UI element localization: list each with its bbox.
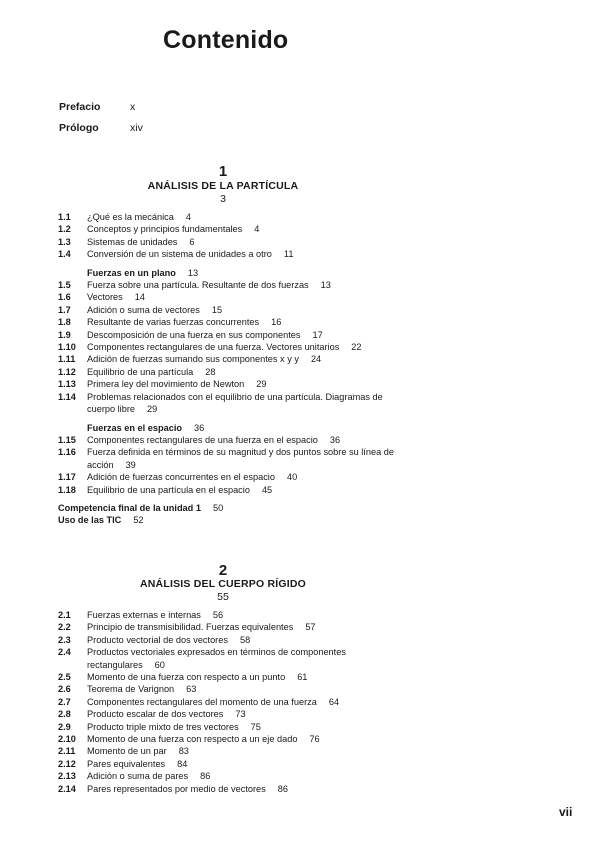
unit-2-toc [58, 609, 398, 795]
front-matter-page: x [130, 101, 136, 113]
toc-entry-number: 2.10 [58, 734, 76, 745]
toc-entry-page: 29 [147, 404, 158, 415]
toc-entry-number: 1.14 [58, 391, 76, 402]
competencia-page: 50 [212, 502, 224, 513]
toc-entry[interactable] [58, 721, 398, 733]
toc-entry-number: 1.3 [58, 236, 71, 247]
toc-entry-page: 11 [283, 249, 294, 260]
toc-entry-number: 1.16 [58, 447, 76, 458]
toc-entry-title: Adición de fuerzas concurrentes en el espacio [87, 472, 275, 483]
front-matter-label: Prefacio [59, 101, 101, 113]
toc-entry-title: Adición o suma de vectores [87, 304, 200, 315]
toc-entry-page: 75 [250, 721, 261, 732]
toc-entry-title: Equilibrio de una partícula en el espacio [87, 484, 250, 495]
toc-entry[interactable] [58, 708, 398, 720]
toc-entry-page: 14 [134, 292, 145, 303]
toc-entry-page: 86 [200, 771, 211, 782]
toc-entry[interactable] [58, 733, 398, 745]
toc-entry-page: 29 [256, 379, 267, 390]
toc-entry-title: Momento de un par [87, 746, 167, 757]
toc-entry-page: 86 [277, 783, 288, 794]
section-heading-label: Fuerzas en un plano [87, 267, 176, 278]
toc-entry-page: 28 [205, 366, 216, 377]
toc-entry-number: 1.2 [58, 224, 71, 235]
toc-entry-title: Primera ley del movimiento de Newton [87, 379, 245, 390]
front-matter-prologo[interactable] [59, 122, 143, 134]
toc-entry[interactable] [58, 471, 398, 483]
toc-entry-number: 1.1 [58, 212, 71, 222]
toc-entry[interactable] [58, 236, 398, 248]
toc-entry-number: 2.14 [58, 783, 76, 794]
toc-entry[interactable] [58, 446, 398, 471]
unit-1-page: 3 [220, 193, 226, 205]
toc-entry[interactable] [58, 783, 398, 795]
toc-entry-number: 1.12 [58, 366, 76, 377]
toc-entry-number: 1.15 [58, 434, 76, 445]
toc-entry[interactable] [58, 279, 398, 291]
toc-entry-number: 1.5 [58, 280, 71, 291]
toc-entry[interactable] [58, 341, 398, 353]
section-heading-page: 36 [193, 422, 205, 433]
toc-entry-number: 1.7 [58, 304, 71, 315]
toc-entry-page: 36 [329, 434, 341, 445]
toc-entry-title: Resultante de varias fuerzas concurrentes [87, 317, 260, 328]
toc-entry[interactable] [58, 770, 398, 782]
toc-entry-number: 2.13 [58, 771, 76, 782]
toc-entry-number: 2.8 [58, 709, 71, 720]
unit-2-number: 2 [218, 562, 228, 579]
toc-entry[interactable] [58, 434, 398, 446]
toc-entry[interactable] [58, 329, 398, 341]
toc-entry-page: 83 [178, 746, 189, 757]
toc-entry-title: Descomposición de una fuerza en sus componentes [87, 329, 301, 340]
toc-entry[interactable] [58, 484, 398, 496]
toc-entry-page: 58 [239, 634, 251, 645]
toc-entry[interactable] [58, 378, 398, 390]
section-heading-fuerzas-plano[interactable] [58, 267, 398, 279]
toc-entry-page: 63 [186, 684, 197, 695]
competencia-final-entry[interactable] [58, 502, 398, 514]
toc-entry-page: 16 [271, 317, 282, 328]
toc-entry-title: Producto triple mixto de tres vectores [87, 721, 239, 732]
toc-entry[interactable] [58, 683, 398, 695]
toc-entry-page: 76 [309, 734, 320, 745]
toc-entry-title: Productos vectoriales expresados en términos de componentes rectangulares [87, 647, 346, 670]
toc-entry-number: 1.17 [58, 472, 76, 483]
toc-entry-page: 6 [189, 236, 195, 247]
toc-entry-title: Fuerza sobre una partícula. Resultante de dos fuerzas [87, 280, 309, 291]
toc-entry-title: Adición o suma de pares [87, 771, 189, 782]
toc-entry-page: 64 [328, 696, 340, 707]
toc-entry-number: 1.8 [58, 317, 71, 328]
toc-entry-page: 15 [211, 304, 223, 315]
toc-entry[interactable] [58, 391, 398, 416]
toc-entry-title: Sistemas de unidades [87, 236, 178, 247]
toc-entry-page: 60 [154, 659, 165, 670]
toc-entry-page: 45 [261, 484, 273, 495]
toc-entry[interactable] [58, 291, 398, 303]
toc-entry-number: 2.1 [58, 610, 71, 620]
toc-entry[interactable] [58, 621, 398, 633]
toc-entry-page: 61 [297, 672, 308, 683]
toc-entry-page: 13 [320, 280, 331, 291]
toc-entry[interactable] [58, 646, 398, 671]
front-matter-label: Prólogo [59, 122, 99, 134]
toc-entry-title: Equilibrio de una partícula [87, 366, 194, 377]
toc-entry-page: 57 [305, 622, 316, 633]
toc-entry-title: ¿Qué es la mecánica [87, 212, 174, 222]
section-heading-label: Fuerzas en el espacio [87, 422, 182, 433]
tic-page: 52 [133, 515, 144, 526]
toc-entry-number: 2.5 [58, 672, 71, 683]
toc-entry-page: 22 [351, 342, 362, 353]
toc-entry-page: 40 [286, 472, 298, 483]
uso-tic-entry[interactable] [58, 514, 398, 526]
toc-entry-page: 56 [212, 610, 224, 620]
toc-entry-number: 2.4 [58, 647, 71, 658]
toc-entry[interactable] [58, 634, 398, 646]
unit-2-page: 55 [217, 591, 229, 603]
toc-entry-page: 4 [254, 224, 260, 235]
toc-entry-title: Fuerza definida en términos de su magnitud y dos puntos sobre su línea de acción [87, 447, 394, 470]
page-folio: vii [559, 805, 573, 819]
unit-1-number: 1 [218, 163, 228, 180]
unit-2-title: ANÁLISIS DEL CUERPO RÍGIDO [139, 578, 307, 590]
toc-entry-number: 1.9 [58, 329, 71, 340]
toc-entry-number: 2.2 [58, 622, 71, 633]
toc-entry-title: Adición de fuerzas sumando sus componentes x y y [87, 354, 299, 365]
toc-entry[interactable] [58, 353, 398, 365]
tic-label: Uso de las TIC [58, 515, 122, 526]
front-matter-page: xiv [130, 122, 143, 134]
section-heading-fuerzas-espacio[interactable] [58, 422, 398, 434]
toc-entry[interactable] [58, 696, 398, 708]
toc-entry[interactable] [58, 745, 398, 757]
toc-entry-title: Teorema de Varignon [87, 684, 175, 695]
toc-entry-number: 2.3 [58, 634, 71, 645]
toc-entry-page: 73 [235, 709, 246, 720]
toc-entry-title: Componentes rectangulares de una fuerza. Vectores unitarios [87, 342, 340, 353]
toc-entry-number: 1.13 [58, 379, 76, 390]
toc-entry[interactable] [58, 671, 398, 683]
toc-entry-number: 2.6 [58, 684, 71, 695]
toc-entry-number: 1.4 [58, 249, 71, 260]
toc-entry[interactable] [58, 304, 398, 316]
toc-entry-number: 2.7 [58, 696, 71, 707]
toc-entry-number: 1.11 [58, 354, 76, 365]
toc-entry[interactable] [58, 609, 398, 621]
unit-1-title: ANÁLISIS DE LA PARTÍCULA [147, 180, 299, 192]
toc-entry-title: Momento de una fuerza con respecto a un punto [87, 672, 286, 683]
toc-entry-number: 1.10 [58, 342, 76, 353]
front-matter-prefacio[interactable] [59, 101, 136, 113]
page-title: Contenido [163, 26, 289, 54]
toc-entry-title: Conceptos y principios fundamentales [87, 224, 243, 235]
toc-entry-title: Producto escalar de dos vectores [87, 709, 224, 720]
unit-1-toc [58, 211, 398, 527]
toc-entry-title: Producto vectorial de dos vectores [87, 634, 228, 645]
toc-entry[interactable] [58, 211, 398, 223]
toc-entry-title: Principio de transmisibilidad. Fuerzas equivalentes [87, 622, 294, 633]
toc-entry-title: Conversión de un sistema de unidades a otro [87, 249, 272, 260]
section-heading-page: 13 [187, 267, 199, 278]
toc-entry-title: Componentes rectangulares del momento de una fuerza [87, 696, 317, 707]
toc-entry-page: 17 [312, 329, 323, 340]
toc-entry[interactable] [58, 758, 398, 770]
toc-entry-title: Problemas relacionados con el equilibrio de una partícula. Diagramas de cuerpo libre [87, 391, 383, 415]
toc-entry-title: Pares equivalentes [87, 758, 166, 769]
toc-entry-page: 84 [177, 758, 188, 769]
toc-entry-page: 39 [125, 459, 136, 470]
toc-entry-title: Pares representados por medio de vectores [87, 783, 266, 794]
toc-entry[interactable] [58, 223, 398, 235]
toc-entry-title: Fuerzas externas e internas [87, 610, 201, 620]
toc-entry[interactable] [58, 248, 398, 260]
toc-entry-number: 2.9 [58, 721, 71, 732]
toc-entry-title: Momento de una fuerza con respecto a un eje dado [87, 734, 298, 745]
toc-entry-number: 1.6 [58, 292, 71, 303]
toc-entry[interactable] [58, 316, 398, 328]
toc-entry-page: 24 [310, 354, 322, 365]
toc-entry-title: Vectores [87, 292, 123, 303]
toc-entry-page: 4 [185, 212, 191, 222]
toc-entry[interactable] [58, 366, 398, 378]
toc-entry-number: 2.12 [58, 758, 76, 769]
toc-entry-title: Componentes rectangulares de una fuerza en el espacio [87, 434, 318, 445]
toc-entry-number: 1.18 [58, 484, 76, 495]
competencia-label: Competencia final de la unidad 1 [58, 502, 201, 513]
toc-entry-number: 2.11 [58, 746, 76, 757]
